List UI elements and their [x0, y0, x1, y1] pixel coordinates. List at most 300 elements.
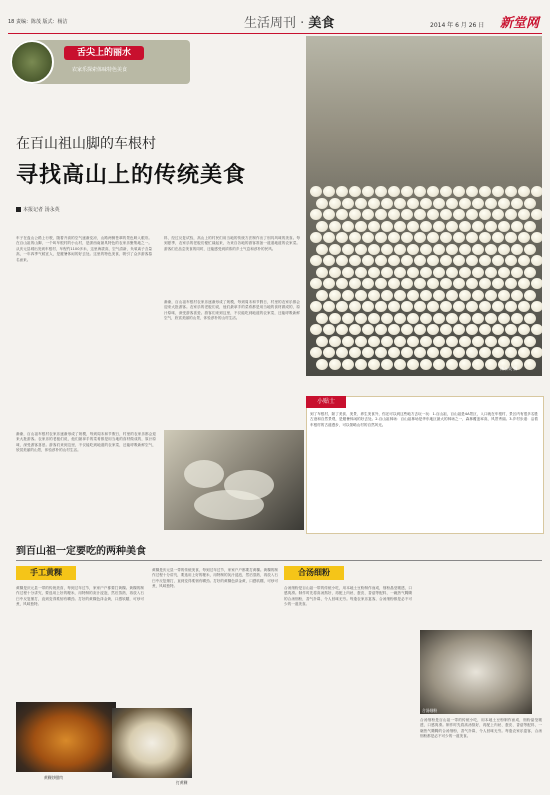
steamed-bun [310, 232, 322, 243]
steamed-bun [336, 255, 348, 266]
steamed-bun [362, 278, 374, 289]
steamed-bun [524, 336, 536, 347]
steamed-bun [459, 267, 471, 278]
steamed-bun [492, 324, 504, 335]
article-column-3: 渐渐，百山祖车根村农家乐逐渐形成了规模，每到周末和节假日，村里的农家乐都会迎来大批游客。农家乐的老板们说，他们最拿手的菜肴都是用当地的食材做成的，原汁原味，深受游客喜爱。游客们来到这里，不仅能吃到地道的农家菜，还能呼吸新鲜空气，欣赏美丽的山景，体验淳朴的山村生活。 [164, 300, 300, 321]
steamed-bun [375, 324, 387, 335]
steamed-bun [466, 324, 478, 335]
steamed-bun [446, 290, 458, 301]
steamed-bun [316, 244, 328, 255]
steamed-bun [420, 267, 432, 278]
steamed-bun [407, 267, 419, 278]
steamed-bun [446, 267, 458, 278]
steamed-bun [323, 347, 335, 358]
page-header-left: 18 责编：陈茂 版式：杨洁 [8, 19, 68, 25]
steamed-bun [362, 186, 374, 197]
steamed-bun [446, 198, 458, 209]
steamed-bun [440, 347, 452, 358]
steamed-bun [518, 186, 530, 197]
steamed-bun [381, 267, 393, 278]
steamed-bun [453, 186, 465, 197]
steamed-bun [342, 221, 354, 232]
steamed-bun [316, 359, 328, 370]
steamed-bun [368, 313, 380, 324]
steamed-bun [472, 359, 484, 370]
steamed-bun [355, 336, 367, 347]
steamed-bun [401, 186, 413, 197]
steamed-bun [355, 221, 367, 232]
steamed-bun [518, 347, 530, 358]
steamed-bun [433, 313, 445, 324]
steamed-bun [511, 198, 523, 209]
steamed-bun [414, 324, 426, 335]
steamed-bun [485, 290, 497, 301]
steamed-bun [323, 255, 335, 266]
steamed-bun [498, 244, 510, 255]
steamed-bun [342, 313, 354, 324]
steamed-bun [394, 290, 406, 301]
steamed-bun [505, 232, 517, 243]
steamed-bun [485, 221, 497, 232]
section-name: 美食 [308, 16, 335, 31]
column-badge-photo [10, 40, 54, 84]
steamed-bun [524, 359, 536, 370]
tips-body: 到了车根村，除了美食、美景、养生美食外，你还可以到这些地方去玩一玩：1.百山祖，百山祖是4A景区，入口就在车根村，景区内有很多名胜古迹和自然景观，是避暑休闲的好去处。2.百山祖林场：百山祖林场是华东地区最大的林场之一，森林覆盖率高，风景秀丽。3.乡村步道：沿着车根村的古道漫步，可以领略山村的自然风光。 [310, 412, 538, 427]
section-divider [16, 560, 542, 561]
steamed-bun [531, 232, 542, 243]
steamed-bun [355, 244, 367, 255]
steamed-bun [381, 244, 393, 255]
steamed-bun [518, 209, 530, 220]
photo-credit: 汤永英 摄 [500, 366, 518, 371]
article-column-1b: 渐渐，百山祖车根村农家乐逐渐形成了规模，每到周末和节假日，村里的农家乐都会迎来大批游客。农家乐的老板们说，他们最拿手的菜肴都是用当地的食材做成的，原汁原味，深受游客喜爱。游客们来到这里，不仅能吃到地道的农家菜，还能呼吸新鲜空气，欣赏美丽的山景，体验淳朴的山村生活。 [16, 432, 156, 453]
steamed-bun [407, 336, 419, 347]
steamed-bun [420, 313, 432, 324]
steamed-bun [479, 324, 491, 335]
steamed-bun [388, 232, 400, 243]
steamed-bun [407, 359, 419, 370]
dish1-title: 手工黄粿 [16, 566, 76, 580]
steamed-bun [440, 209, 452, 220]
article-kicker: 在百山祖山脚的车根村 [16, 136, 156, 152]
steamed-bun [394, 244, 406, 255]
steamed-bun [472, 313, 484, 324]
steamed-bun [336, 232, 348, 243]
steamed-bun [459, 336, 471, 347]
steamed-bun [414, 186, 426, 197]
steamed-bun [459, 221, 471, 232]
steamed-bun [310, 324, 322, 335]
steamed-bun [427, 209, 439, 220]
steamed-bun [420, 198, 432, 209]
steamed-bun [310, 301, 322, 312]
steamed-bun [375, 255, 387, 266]
steamed-bun [459, 290, 471, 301]
steamed-bun [394, 336, 406, 347]
steamed-bun [381, 221, 393, 232]
steamed-bun [472, 267, 484, 278]
dish2-text-a: 合汤细粉是百山祖一带的传统小吃，用本地土豆粉制作而成，细粉晶莹剔透，口感爽滑。制作时先将高汤熬好，再配上肉丝、蛋皮、香菇等配料，一碗热气腾腾的合汤细粉，香气扑鼻，令人回味无穷。每逢农家乐宴客，合汤细粉都是必不可少的一道美食。 [284, 586, 412, 607]
steamed-bun [368, 359, 380, 370]
steamed-bun [388, 324, 400, 335]
issue-date: 2014 年 6 月 26 日 [430, 22, 485, 29]
steamed-bun [342, 198, 354, 209]
steamed-bun [433, 336, 445, 347]
steamed-bun [401, 301, 413, 312]
steamed-bun [531, 347, 542, 358]
steamed-bun [472, 290, 484, 301]
steamed-bun [401, 209, 413, 220]
steamed-bun [388, 255, 400, 266]
steamed-bun [342, 359, 354, 370]
steamed-bun [355, 198, 367, 209]
steamed-bun [453, 255, 465, 266]
steamed-bun [362, 347, 374, 358]
steamed-bun [466, 278, 478, 289]
steamed-bun [531, 186, 542, 197]
making-rice-cake-photo [112, 708, 192, 778]
steamed-bun [381, 198, 393, 209]
steamed-bun [427, 347, 439, 358]
stirfried-rice-cake-photo [16, 702, 116, 772]
steamed-bun [485, 313, 497, 324]
steamed-bun [459, 244, 471, 255]
steamed-bun [505, 278, 517, 289]
steamed-bun [511, 267, 523, 278]
steamed-bun [394, 267, 406, 278]
steamed-bun [342, 336, 354, 347]
steamed-bun [349, 232, 361, 243]
steamed-bun [485, 198, 497, 209]
steamed-bun [427, 232, 439, 243]
steamed-bun [446, 336, 458, 347]
steamed-bun [427, 278, 439, 289]
steamed-bun [349, 278, 361, 289]
steamed-bun [505, 324, 517, 335]
steamed-bun [362, 301, 374, 312]
steamed-bun [433, 359, 445, 370]
steamed-bun [329, 267, 341, 278]
steamed-bun [414, 209, 426, 220]
steamed-bun [342, 244, 354, 255]
steamed-bun [472, 198, 484, 209]
steamed-bun [524, 198, 536, 209]
steamed-bun [518, 255, 530, 266]
dish1-caption-left: 黄粿炒腊肉 [44, 775, 63, 780]
steamed-bun [466, 255, 478, 266]
steamed-bun [336, 186, 348, 197]
steamed-bun [394, 359, 406, 370]
steamed-bun [492, 278, 504, 289]
steamed-bun [440, 324, 452, 335]
steamed-bun [466, 209, 478, 220]
steamed-bun [329, 290, 341, 301]
steamed-bun [433, 198, 445, 209]
steamed-bun [453, 232, 465, 243]
steamed-bun [479, 278, 491, 289]
steamed-bun [316, 336, 328, 347]
steamed-bun [394, 221, 406, 232]
steamed-bun [329, 198, 341, 209]
steamed-bun [368, 221, 380, 232]
steamed-bun [349, 186, 361, 197]
steamed-bun [336, 278, 348, 289]
steamed-bun [505, 347, 517, 358]
steamed-bun [505, 301, 517, 312]
steamed-bun [329, 244, 341, 255]
tips-title: 小贴士 [306, 396, 346, 408]
steamed-buns-photo [306, 36, 542, 376]
steamed-bun [518, 232, 530, 243]
steamed-bun [498, 198, 510, 209]
steamed-bun [466, 347, 478, 358]
steamed-bun [427, 324, 439, 335]
steamed-bun [420, 244, 432, 255]
steamed-bun [440, 232, 452, 243]
steamed-bun [381, 313, 393, 324]
steamed-bun [498, 221, 510, 232]
steamed-bun [310, 209, 322, 220]
steamed-bun [375, 232, 387, 243]
steamed-bun [323, 209, 335, 220]
dish2-title: 合汤细粉 [284, 566, 344, 580]
steamed-bun [401, 232, 413, 243]
steamed-bun [479, 232, 491, 243]
steamed-bun [310, 278, 322, 289]
steamed-bun [381, 359, 393, 370]
steamed-bun [492, 232, 504, 243]
steamed-bun [394, 198, 406, 209]
steamed-bun [459, 198, 471, 209]
steamed-bun [440, 301, 452, 312]
steamed-bun [498, 290, 510, 301]
steamed-bun [355, 359, 367, 370]
steamed-bun [407, 290, 419, 301]
steamed-bun [453, 209, 465, 220]
steamed-bun [394, 313, 406, 324]
steamed-bun [518, 324, 530, 335]
steamed-bun [323, 324, 335, 335]
article-column-1: 车子在盘山公路上行驶，随着升高的空气逐渐变凉，山路两侧苍翠的景色映入眼帘。在百山祖的山脚，一个叫车根村的小山村，是浙西南最具特色的农家乐聚集地之一。从庆元县城出发到车根村，车程约1100多米，这里海拔高，空气清新，负氧离子含量高，一年四季气候宜人，是避暑休闲的好去处。这里的特色美食，吸引了众多游客慕名而来。 [16, 236, 152, 262]
steamed-bun [420, 359, 432, 370]
steamed-bun [420, 336, 432, 347]
dish1-caption-right: 打黄粿 [176, 780, 188, 785]
steamed-bun [388, 347, 400, 358]
steamed-bun [310, 186, 322, 197]
steamed-bun [446, 244, 458, 255]
steamed-bun [329, 336, 341, 347]
steamed-bun [492, 301, 504, 312]
steamed-bun [446, 359, 458, 370]
steamed-bun [440, 278, 452, 289]
steamed-bun [323, 301, 335, 312]
steamed-bun [433, 244, 445, 255]
steamed-bun [472, 244, 484, 255]
steamed-bun [420, 290, 432, 301]
steamed-bun [427, 301, 439, 312]
steamed-bun [407, 198, 419, 209]
steamed-bun [381, 290, 393, 301]
byline-square-icon [16, 207, 21, 212]
steamed-bun [336, 301, 348, 312]
steamed-bun [511, 244, 523, 255]
steamed-bun [524, 313, 536, 324]
steamed-bun [433, 267, 445, 278]
steamed-bun [388, 301, 400, 312]
steamed-bun [407, 313, 419, 324]
dish1-text-a: 黄粿是庆元县一带的传统美食，每到过年过节，家家户户都要打黄粿。黄粿的制作过程十分讲究，要选用上好的粳米，用特制的灰汁浸泡，然后蒸熟，再放入石臼中反复捶打，直到变得柔韧有嚼劲。打好的黄粿色泽金黄，口感软糯，可炒可煮，风味独特。 [16, 586, 144, 607]
steamed-bun [518, 301, 530, 312]
steamed-bun [485, 359, 497, 370]
steamed-bun [518, 278, 530, 289]
steamed-bun [440, 186, 452, 197]
steamed-bun [401, 347, 413, 358]
steamed-bun [459, 359, 471, 370]
steamed-bun [511, 313, 523, 324]
steamed-bun [316, 313, 328, 324]
steamed-bun [459, 313, 471, 324]
steamed-bun [336, 209, 348, 220]
section-title: 到百山祖一定要吃的两种美食 [16, 546, 146, 557]
steamed-bun [368, 244, 380, 255]
steamed-bun [505, 209, 517, 220]
steamed-bun [531, 301, 542, 312]
steamed-bun [362, 255, 374, 266]
steaming-food-photo [164, 430, 304, 530]
steamed-bun [329, 313, 341, 324]
steamed-bun [329, 221, 341, 232]
steamed-bun [492, 255, 504, 266]
steamed-bun [531, 278, 542, 289]
steamed-bun [414, 347, 426, 358]
steamed-bun [316, 290, 328, 301]
steam-cloud [184, 460, 224, 488]
steamed-bun [407, 244, 419, 255]
steamed-bun [446, 221, 458, 232]
steamed-bun [427, 255, 439, 266]
steamed-bun [492, 186, 504, 197]
steamed-bun [524, 290, 536, 301]
steamed-bun [492, 347, 504, 358]
dish2-caption: 合汤细粉 [422, 708, 438, 713]
steamed-bun [479, 209, 491, 220]
steamed-bun [479, 186, 491, 197]
column-title: 舌尖上的丽水 [64, 46, 144, 60]
steamed-bun [511, 221, 523, 232]
steamed-bun [472, 336, 484, 347]
steamed-bun [485, 336, 497, 347]
steamed-bun [375, 347, 387, 358]
steamed-bun [323, 186, 335, 197]
steamed-bun [401, 324, 413, 335]
steamed-bun [407, 221, 419, 232]
steamed-bun [362, 324, 374, 335]
steamed-bun [414, 232, 426, 243]
steamed-bun [453, 301, 465, 312]
steamed-bun [342, 290, 354, 301]
header-divider [8, 33, 542, 34]
steamed-bun [375, 301, 387, 312]
steamed-bun [323, 232, 335, 243]
steamed-bun [453, 347, 465, 358]
steamed-bun [485, 267, 497, 278]
steamed-bun [349, 324, 361, 335]
steamed-bun [381, 336, 393, 347]
steamed-bun [388, 278, 400, 289]
steamed-bun [401, 278, 413, 289]
steamed-bun [433, 221, 445, 232]
steamed-bun [498, 267, 510, 278]
steamed-bun [375, 209, 387, 220]
newspaper-logo: 新堂网 [500, 16, 540, 31]
steamed-bun [316, 198, 328, 209]
steamed-bun [531, 255, 542, 266]
steamed-bun [355, 267, 367, 278]
column-subtitle: 农家乐探索体味特色美食 [72, 67, 128, 73]
steamed-bun [388, 186, 400, 197]
steamed-bun [440, 255, 452, 266]
steamed-bun [511, 290, 523, 301]
steamed-bun [323, 278, 335, 289]
steamed-bun [414, 301, 426, 312]
steamed-bun [310, 347, 322, 358]
steamed-bun [479, 255, 491, 266]
steamed-bun [492, 209, 504, 220]
steamed-bun [414, 278, 426, 289]
steamed-bun [375, 278, 387, 289]
section-prefix: 生活周刊 · [244, 16, 309, 31]
steamed-bun [368, 290, 380, 301]
steamed-bun [401, 255, 413, 266]
steamed-bun [375, 186, 387, 197]
steamed-bun [466, 186, 478, 197]
steamed-bun [453, 278, 465, 289]
steam-cloud [194, 490, 264, 520]
steamed-bun [466, 301, 478, 312]
steamed-bun [316, 267, 328, 278]
steamed-bun [420, 221, 432, 232]
steamed-bun [505, 255, 517, 266]
steamed-bun [368, 336, 380, 347]
steamed-bun [349, 301, 361, 312]
steamed-bun [498, 336, 510, 347]
steamed-bun [329, 359, 341, 370]
steamed-bun [349, 209, 361, 220]
steamed-bun [453, 324, 465, 335]
steamed-bun [427, 186, 439, 197]
article-column-2: 料，经过反复试验，高山上的村民们用当地的传统方法制作出了别具风味的美食。每到夏季，农家乐的老板们便忙碌起来，为来自各地的游客准备一道道地道的农家菜。游客们在品尝美食的同时，还能感受到浓浓的乡土气息和淳朴的民风。 [164, 236, 300, 251]
byline [16, 206, 60, 213]
steamed-bun [531, 324, 542, 335]
steamed-bun [511, 336, 523, 347]
steamed-bun [505, 186, 517, 197]
steamed-bun [342, 267, 354, 278]
steamed-bun [355, 313, 367, 324]
steamed-bun [388, 209, 400, 220]
steamed-bun [362, 232, 374, 243]
dish1-text-b: 黄粿是庆元县一带的传统美食，每到过年过节，家家户户都要打黄粿。黄粿的制作过程十分讲究，要选用上好的粳米，用特制的灰汁浸泡，然后蒸熟，再放入石臼中反复捶打，直到变得柔韧有嚼劲。打好的黄粿色泽金黄，口感软糯，可炒可煮，风味独特。 [152, 568, 278, 589]
steamed-bun [414, 255, 426, 266]
steamed-bun [336, 347, 348, 358]
steamed-bun [524, 221, 536, 232]
noodle-soup-photo [420, 630, 532, 714]
byline-text: 本报记者 汤永英 [23, 207, 60, 213]
steamed-bun [524, 267, 536, 278]
steamed-bun [349, 347, 361, 358]
steamed-bun [368, 267, 380, 278]
steamed-bun [349, 255, 361, 266]
steamed-bun [479, 301, 491, 312]
